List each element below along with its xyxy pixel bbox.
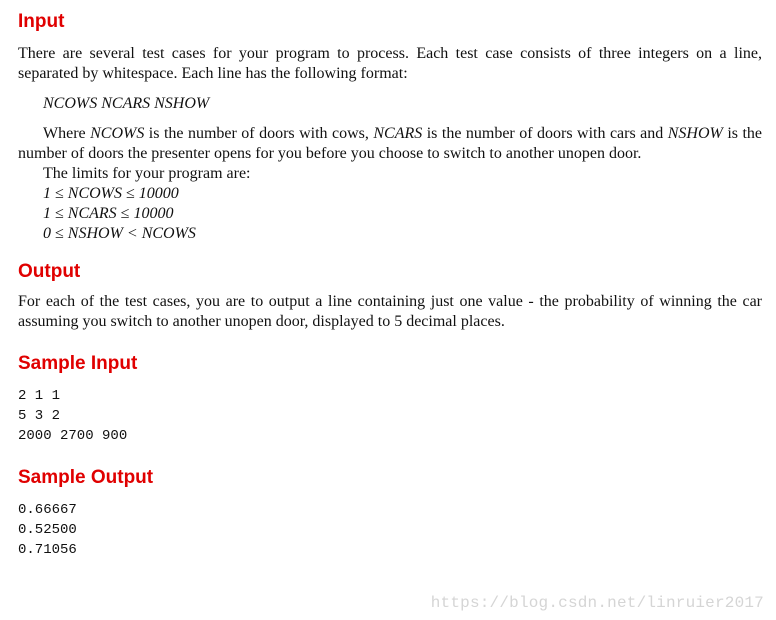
output-text: For each of the test cases, you are to output a line containing just one value - the probability of winning the car assuming you switch to another unopen door, displayed to 5 decimal places. — [18, 293, 762, 330]
where-part-0: Where — [43, 125, 91, 142]
sample-input-line: 2 1 1 — [18, 388, 61, 404]
ncows-var: NCOWS — [90, 125, 145, 142]
where-part-4: is the number of doors with cars and — [422, 125, 668, 142]
input-heading: Input — [18, 11, 65, 32]
spacer — [18, 84, 762, 94]
input-intro-text: There are several test cases for your program to process. Each test case consists of three integers on a line, separated by whitespace. Each line has the following format: — [18, 45, 762, 82]
sample-input-line: 2000 2700 900 — [18, 428, 128, 444]
sample-input-line: 5 3 2 — [18, 408, 61, 424]
spacer — [18, 376, 762, 386]
spacer — [18, 114, 762, 124]
output-heading: Output — [18, 261, 81, 282]
ncars-var: NCARS — [373, 125, 423, 142]
sample-output-line: 0.52500 — [18, 522, 77, 538]
limit-line: 1 ≤ NCOWS ≤ 10000 — [43, 185, 179, 202]
problem-page — [18, 10, 762, 560]
sample-output-line: 0.71056 — [18, 542, 77, 558]
format-line: NCOWS NCARS NSHOW — [43, 95, 210, 112]
spacer — [18, 490, 762, 500]
nshow-var: NSHOW — [667, 125, 723, 142]
limit-line: 0 ≤ NSHOW < NCOWS — [43, 225, 196, 242]
spacer — [18, 284, 762, 292]
limit-line: 1 ≤ NCARS ≤ 10000 — [43, 205, 174, 222]
sample-output-line: 0.66667 — [18, 502, 77, 518]
sample-output-heading: Sample Output — [18, 467, 154, 488]
limits-heading: The limits for your program are: — [43, 165, 251, 182]
where-paragraph — [18, 124, 762, 164]
spacer — [18, 34, 762, 44]
where-part-6: is the number of doors the presenter opens for you before you choose to switch to another unopen door. — [18, 125, 763, 162]
watermark: https://blog.csdn.net/linruier2017 — [430, 594, 764, 612]
sample-input-heading: Sample Input — [18, 353, 138, 374]
spacer — [18, 332, 762, 352]
spacer — [18, 244, 762, 260]
where-part-2: is the number of doors with cows, — [144, 125, 374, 142]
spacer — [18, 446, 762, 466]
